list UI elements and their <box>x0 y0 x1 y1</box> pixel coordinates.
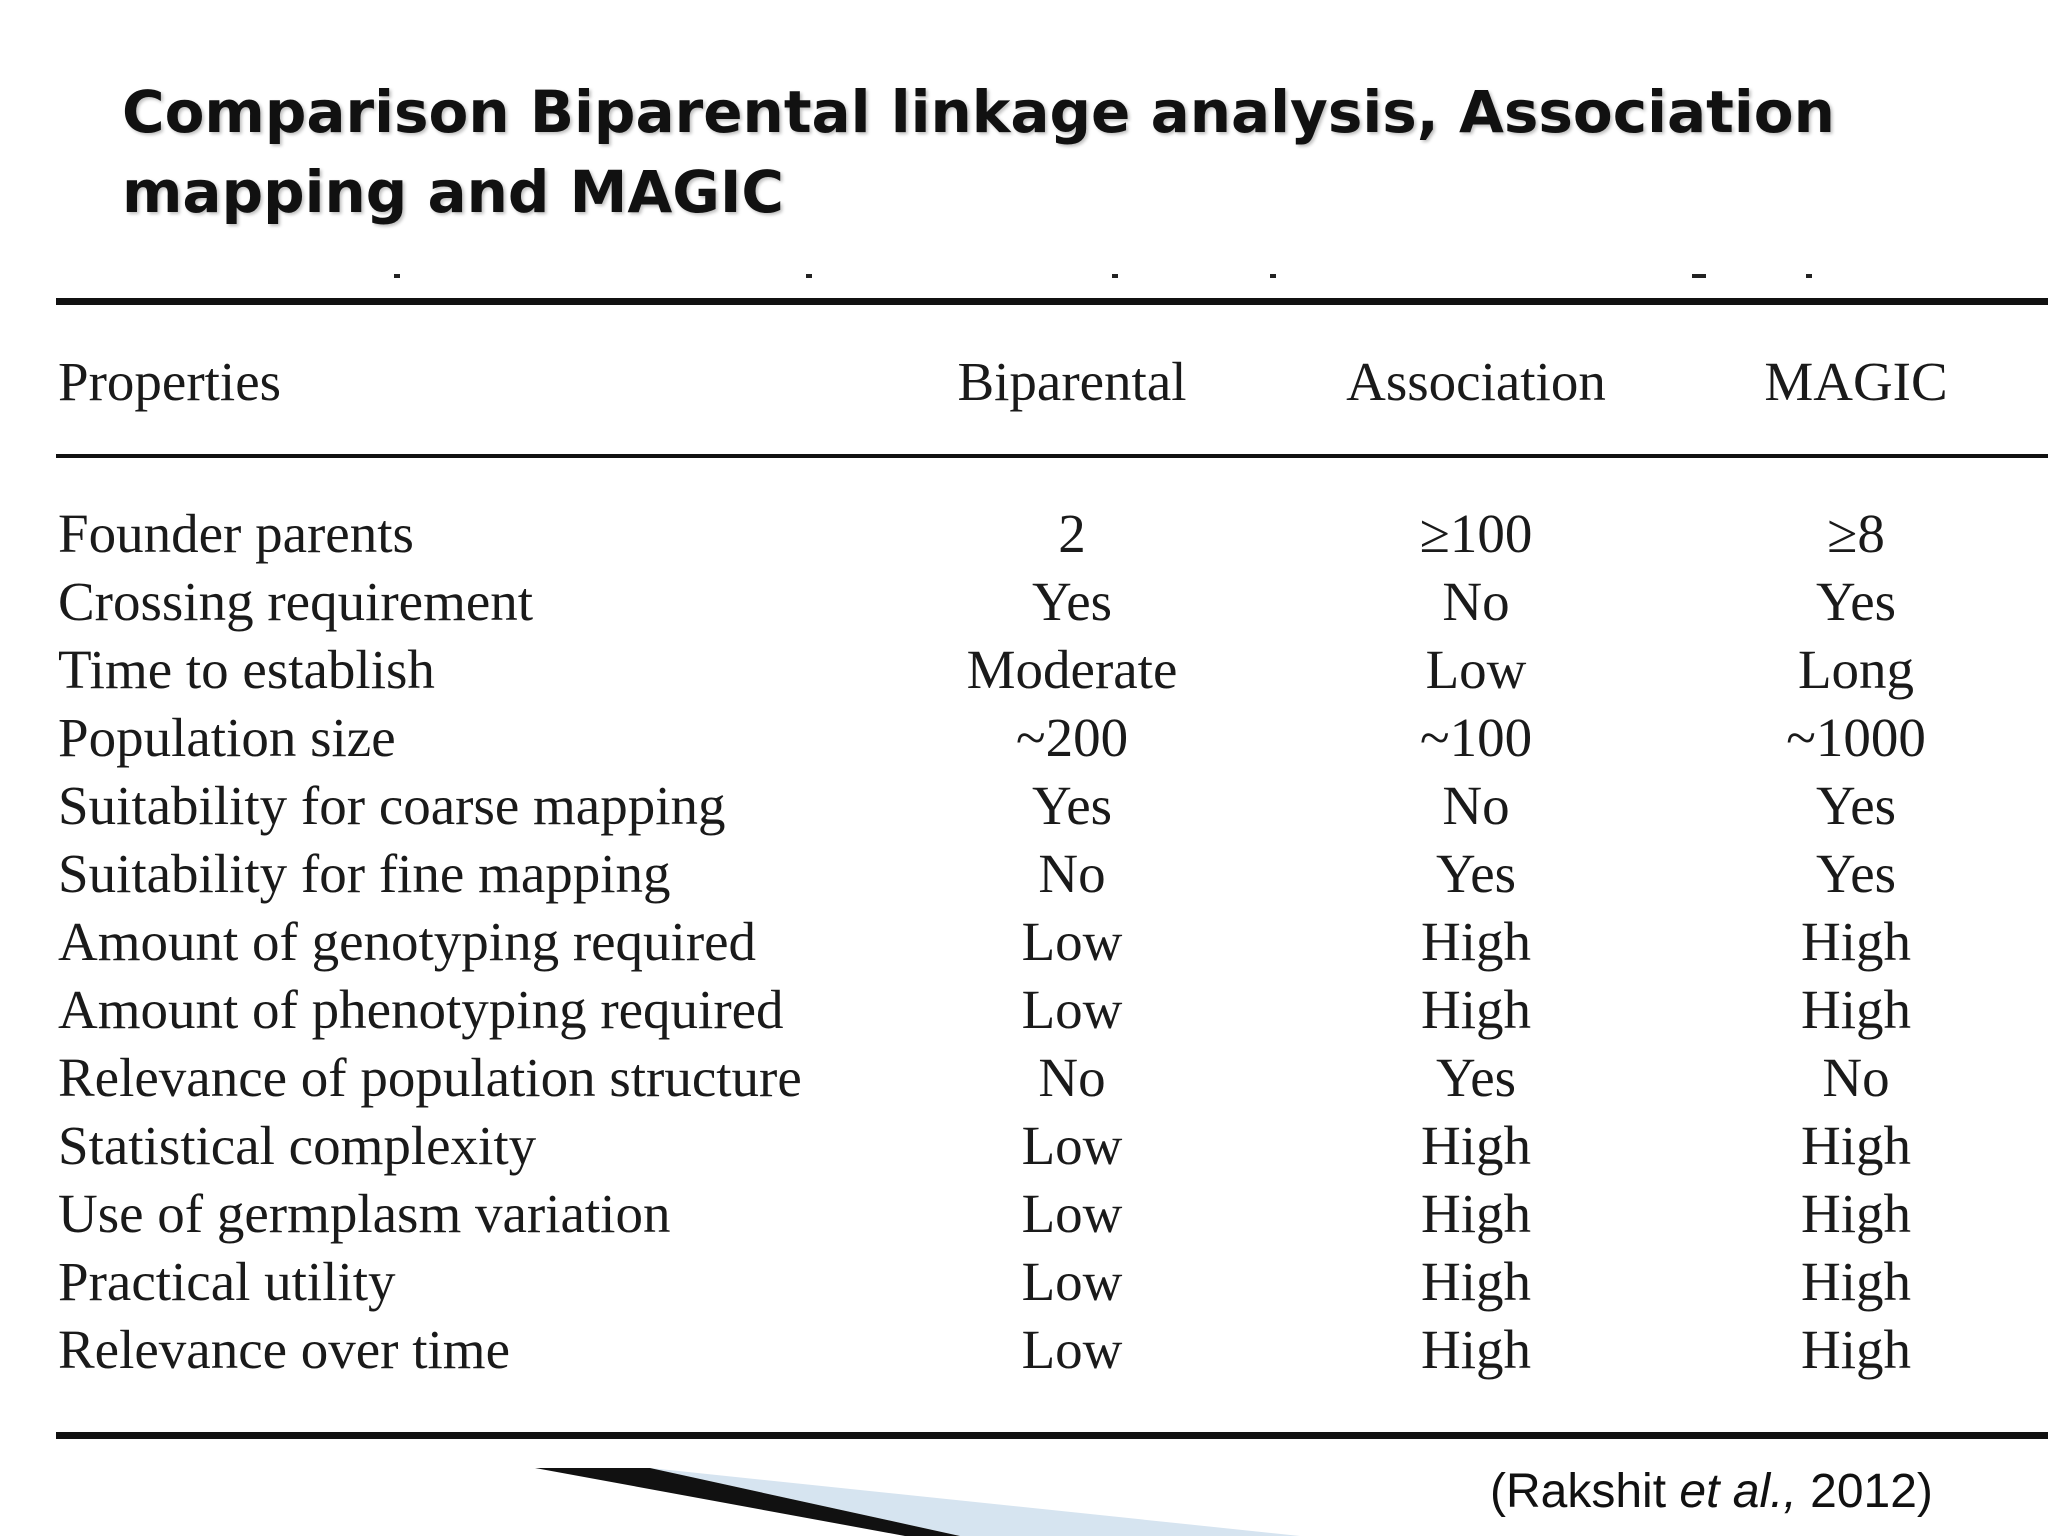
table-row <box>0 500 2048 568</box>
cell-property: Amount of genotyping required <box>58 911 757 972</box>
cell-association: Low <box>1425 639 1527 700</box>
cell-magic: Yes <box>1815 775 1897 836</box>
cell-property: Population size <box>58 707 396 768</box>
decorative-arrow-shape <box>0 1460 1300 1536</box>
cell-property: Time to establish <box>58 639 435 700</box>
cell-biparental: ~200 <box>1015 707 1129 768</box>
cell-biparental: Moderate <box>966 639 1178 700</box>
table-row <box>0 1180 2048 1248</box>
cell-biparental: No <box>1038 1047 1106 1108</box>
table-row <box>0 1248 2048 1316</box>
table-row <box>0 840 2048 908</box>
cell-biparental: No <box>1038 843 1106 904</box>
table-row <box>0 1316 2048 1384</box>
cell-magic: High <box>1801 1319 1911 1380</box>
slide-title: Comparison Biparental linkage analysis, Association mapping and MAGIC <box>122 78 1835 226</box>
cell-biparental: Yes <box>1031 775 1113 836</box>
cell-association: High <box>1421 1251 1531 1312</box>
cell-biparental: Low <box>1021 1183 1123 1244</box>
cell-magic: Yes <box>1815 571 1897 632</box>
cell-property: Suitability for fine mapping <box>58 843 671 904</box>
cell-biparental: Low <box>1021 1115 1123 1176</box>
table-row <box>0 1112 2048 1180</box>
cell-association: High <box>1421 911 1531 972</box>
cell-association: No <box>1442 775 1510 836</box>
cell-biparental: Yes <box>1031 571 1113 632</box>
cell-association: ≥100 <box>1419 503 1533 564</box>
cell-property: Crossing requirement <box>58 571 534 632</box>
table-row <box>0 976 2048 1044</box>
cell-association: High <box>1421 1115 1531 1176</box>
cell-association: No <box>1442 571 1510 632</box>
cropped-text-fragments <box>0 262 2048 282</box>
cell-magic: High <box>1801 1251 1911 1312</box>
cell-property: Suitability for coarse mapping <box>58 775 726 836</box>
table-header-rule <box>56 454 2048 458</box>
citation-suffix: 2012) <box>1796 1465 1933 1518</box>
cell-association: High <box>1421 1319 1531 1380</box>
citation <box>1490 1464 1933 1519</box>
header-association: Association <box>1346 351 1606 412</box>
cell-property: Amount of phenotyping required <box>58 979 784 1040</box>
header-properties: Properties <box>58 351 282 412</box>
cell-biparental: Low <box>1021 911 1123 972</box>
cell-property: Founder parents <box>58 503 414 564</box>
header-magic: MAGIC <box>1764 351 1948 412</box>
cell-property: Relevance over time <box>58 1319 511 1380</box>
table-row <box>0 636 2048 704</box>
cell-association: High <box>1421 979 1531 1040</box>
table-top-rule <box>56 298 2048 305</box>
cell-magic: High <box>1801 911 1911 972</box>
table-body <box>0 500 2048 1384</box>
cell-magic: Long <box>1797 639 1915 700</box>
table-row <box>0 704 2048 772</box>
cell-biparental: 2 <box>1058 503 1086 564</box>
cell-association: Yes <box>1435 843 1517 904</box>
cell-magic: No <box>1822 1047 1890 1108</box>
cell-association: ~100 <box>1419 707 1533 768</box>
cell-magic: High <box>1801 979 1911 1040</box>
cell-magic: High <box>1801 1183 1911 1244</box>
cell-property: Practical utility <box>58 1251 396 1312</box>
cell-biparental: Low <box>1021 1319 1123 1380</box>
cell-biparental: Low <box>1021 979 1123 1040</box>
table-row <box>0 568 2048 636</box>
cell-association: Yes <box>1435 1047 1517 1108</box>
cell-property: Relevance of population structure <box>58 1047 802 1108</box>
cell-magic: Yes <box>1815 843 1897 904</box>
table-bottom-rule <box>56 1432 2048 1439</box>
header-biparental: Biparental <box>957 351 1187 412</box>
cell-property: Use of germplasm variation <box>58 1183 671 1244</box>
citation-italic: et al., <box>1679 1465 1797 1518</box>
cell-magic: ≥8 <box>1827 503 1885 564</box>
table-row <box>0 772 2048 840</box>
table-row <box>0 1044 2048 1112</box>
citation-prefix: (Rakshit <box>1490 1465 1680 1518</box>
cell-magic: High <box>1801 1115 1911 1176</box>
cell-property: Statistical complexity <box>58 1115 537 1176</box>
table-row <box>0 908 2048 976</box>
cell-magic: ~1000 <box>1786 707 1926 768</box>
cell-association: High <box>1421 1183 1531 1244</box>
cell-biparental: Low <box>1021 1251 1123 1312</box>
